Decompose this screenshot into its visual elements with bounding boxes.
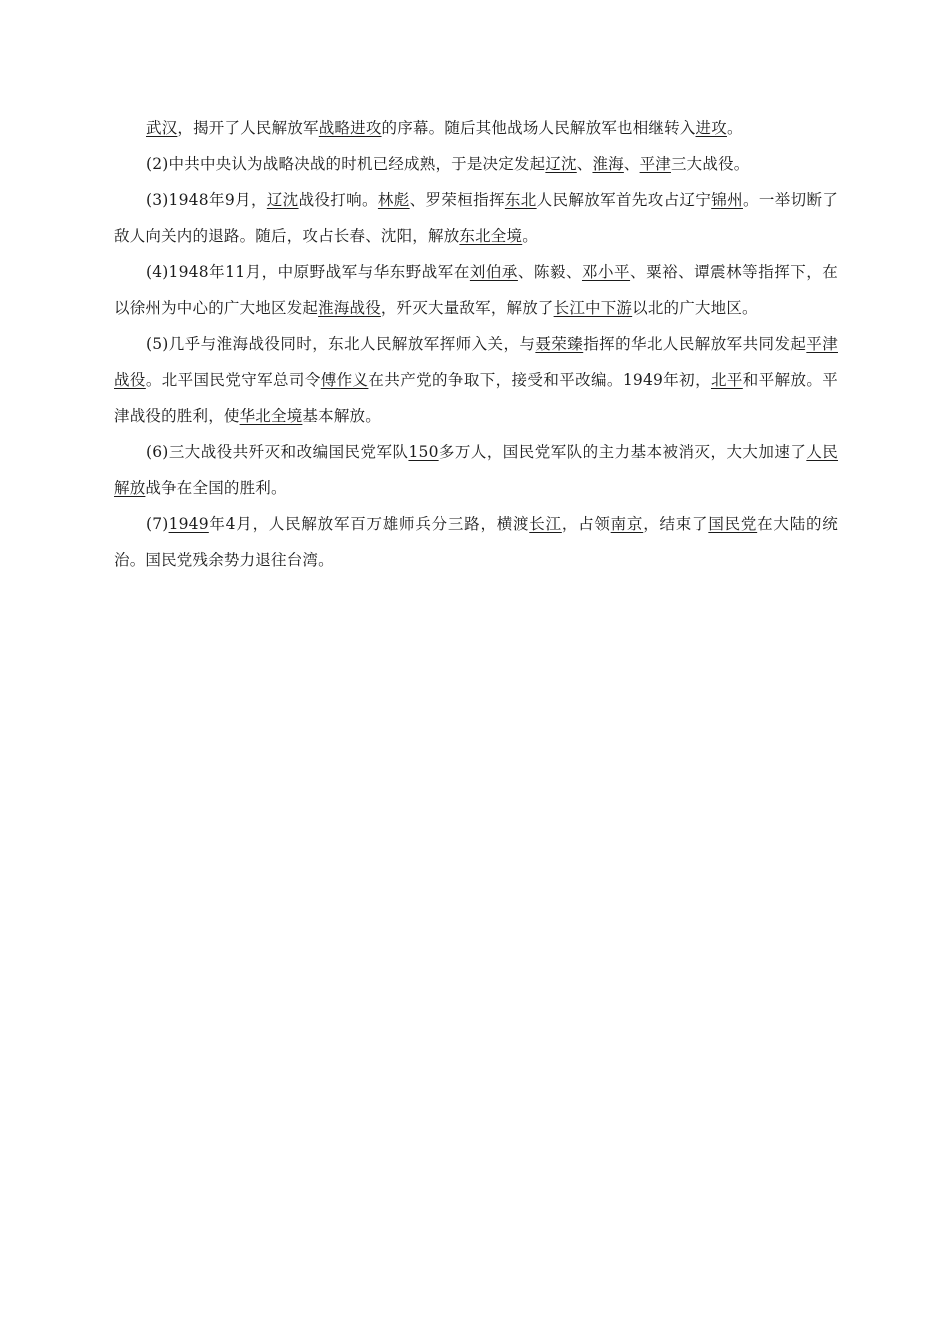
text-run: ，揭开了人民解放军	[177, 119, 319, 137]
underlined-term: 长江	[529, 515, 562, 533]
underlined-term: 平津战役	[114, 335, 838, 389]
text-run: (3)1948年9月，	[146, 191, 267, 209]
underlined-term: 武汉	[146, 119, 178, 137]
paragraph-6	[114, 434, 838, 506]
underlined-term: 进攻	[695, 119, 727, 137]
text-run: 指挥的华北人民解放军共同发起	[583, 335, 807, 353]
text-run: 的序幕。随后其他战场人民解放军也相继转入	[381, 119, 696, 137]
text-run: 。北平国民党守军总司令	[145, 371, 321, 389]
underlined-term: 林彪	[377, 191, 410, 209]
text-run: 、粟裕、谭震林等指挥下，在以徐州为中心的广大地区发起	[114, 263, 838, 317]
underlined-term: 1949	[168, 515, 209, 533]
underlined-term: 聂荣臻	[535, 335, 584, 353]
paragraph-7	[114, 506, 838, 578]
text-run: 。	[522, 227, 538, 245]
paragraph-3	[114, 182, 838, 254]
text-run: ，歼灭大量敌军，解放了	[380, 299, 554, 317]
underlined-term: 长江中下游	[553, 299, 633, 317]
text-run: 、陈毅、	[517, 263, 582, 281]
underlined-term: 国民党	[708, 515, 758, 533]
text-run: (4)1948年11月，中原野战军与华东野战军在	[146, 263, 470, 281]
underlined-term: 傅作义	[320, 371, 369, 389]
underlined-term: 东北全境	[459, 227, 523, 245]
underlined-term: 淮海	[592, 155, 624, 173]
text-run: 、罗荣桓指挥	[409, 191, 505, 209]
text-run: (5)几乎与淮海战役同时，东北人民解放军挥师入关，与	[146, 335, 536, 353]
text-run: (7)	[146, 515, 169, 533]
text-run: (6)三大战役共歼灭和改编国民党军队	[146, 443, 409, 461]
text-run: 人民解放军首先攻占辽宁	[536, 191, 712, 209]
text-run: 多万人，国民党军队的主力基本被消灭，大大加速了	[438, 443, 807, 461]
text-run: ，占领	[561, 515, 611, 533]
underlined-term: 战略进攻	[318, 119, 382, 137]
text-run: 在大陆的统治。国民党残余势力退往台湾。	[114, 515, 838, 569]
text-run: 和平解放。平津战役的胜利，使	[114, 371, 838, 425]
text-run: 以北的广大地区。	[632, 299, 758, 317]
underlined-term: 华北全境	[239, 407, 303, 425]
underlined-term: 150	[408, 443, 439, 461]
text-run: 。	[726, 119, 743, 137]
underlined-term: 锦州	[711, 191, 743, 209]
underlined-term: 辽沈	[545, 155, 577, 173]
text-run: 在共产党的争取下，接受和平改编。1949年初，	[368, 371, 711, 389]
paragraph-4	[114, 254, 838, 326]
text-run: 战争在全国的胜利。	[145, 479, 287, 497]
text-run: 年4月，人民解放军百万雄师兵分三路，横渡	[208, 515, 530, 533]
text-run: (2)中共中央认为战略决战的时机已经成熟，于是决定发起	[146, 155, 546, 173]
text-run: 三大战役。	[670, 155, 750, 173]
paragraph-5	[114, 326, 838, 434]
underlined-term: 南京	[610, 515, 644, 533]
underlined-term: 北平	[710, 371, 743, 389]
paragraph-continuation	[114, 110, 838, 146]
document-body	[114, 110, 838, 578]
underlined-term: 淮海战役	[318, 299, 381, 317]
text-run: 、	[576, 155, 593, 173]
underlined-term: 东北	[504, 191, 537, 209]
text-run: 基本解放。	[302, 407, 381, 425]
text-run: 战役打响。	[298, 191, 378, 209]
text-run: 。一举切断了敌人向关内的退路。随后，攻占长春、沈阳，解放	[114, 191, 839, 245]
underlined-term: 辽沈	[266, 191, 299, 209]
text-run: 、	[623, 155, 640, 173]
underlined-term: 人民解放	[114, 443, 839, 497]
underlined-term: 邓小平	[581, 263, 631, 281]
paragraph-2	[114, 146, 838, 182]
text-run: ，结束了	[643, 515, 709, 533]
underlined-term: 刘伯承	[469, 263, 518, 281]
underlined-term: 平津	[639, 155, 671, 173]
